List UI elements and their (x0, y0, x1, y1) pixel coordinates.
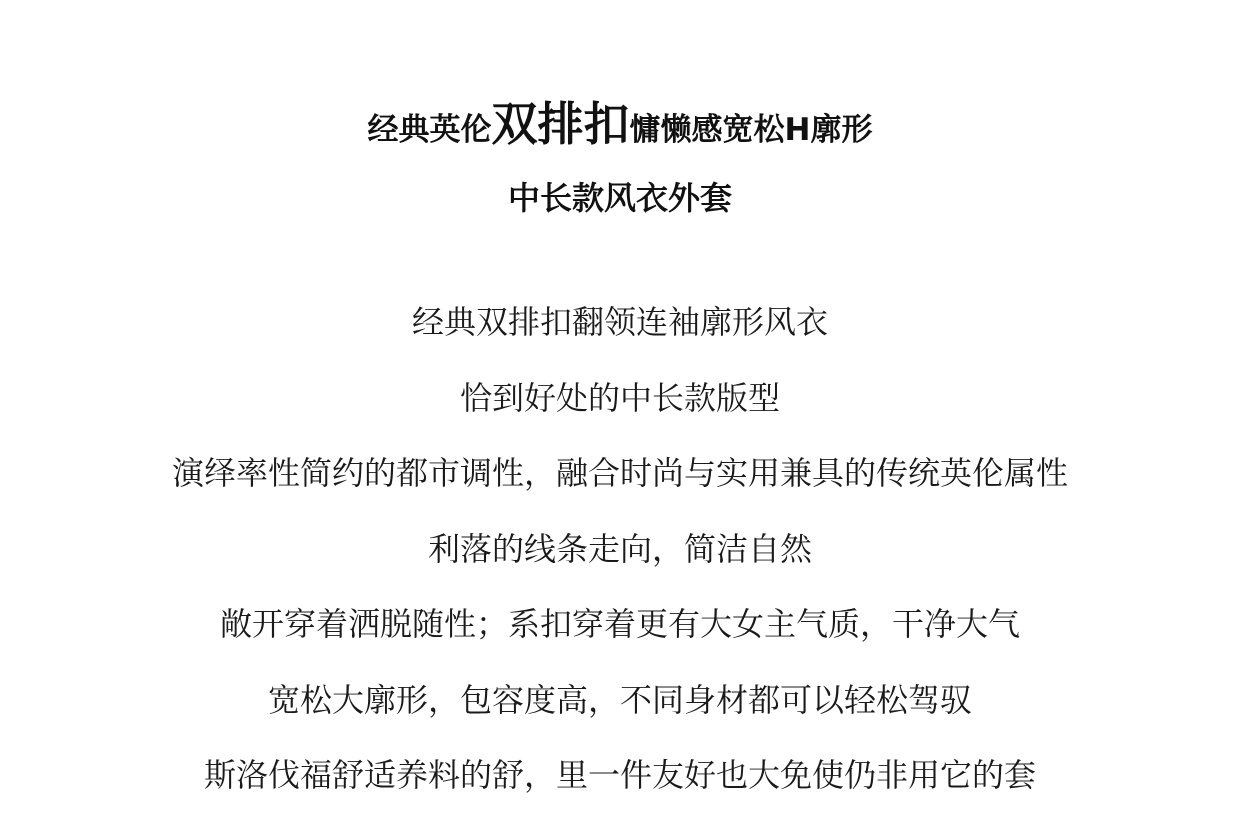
title-prefix: 经典英伦 (367, 112, 492, 148)
description-line: 敞开穿着洒脱随性；系扣穿着更有大女主气质，干净大气 (219, 605, 1020, 643)
description-line: 演绎率性简约的都市调性，融合时尚与实用兼具的传统英伦属性 (171, 454, 1068, 492)
description-line: 斯洛伐福舒适养料的舒，里一件友好也大免使仍非用它的套 (203, 756, 1036, 794)
description-line: 宽松大廓形，包容度高，不同身材都可以轻松驾驭 (267, 680, 972, 719)
description-line: 经典双排扣翻领连袖廓形风衣 (411, 303, 828, 341)
title-suffix: 慵懒感宽松H廓形 (629, 112, 873, 148)
description-text (0, 300, 1240, 829)
title-emphasis: 双排扣 (491, 97, 630, 151)
description-line: 恰到好处的中长款版型 (459, 378, 780, 417)
product-title (0, 88, 1240, 154)
product-subtitle: 中长款风衣外套 (507, 179, 732, 217)
description-line: 利落的线条走向，简洁自然 (427, 529, 812, 568)
